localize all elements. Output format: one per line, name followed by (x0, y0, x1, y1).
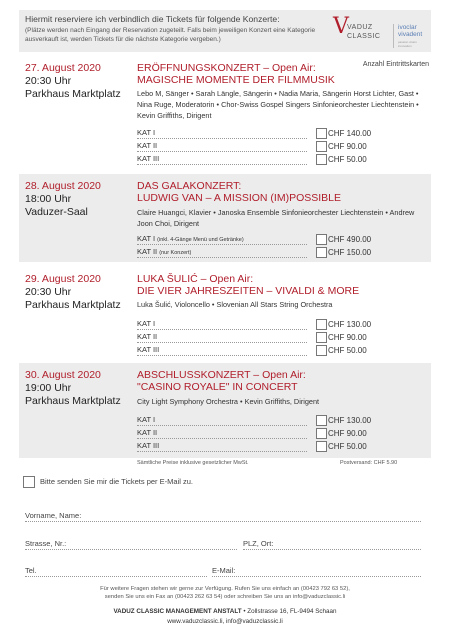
concert-title-1: ABSCHLUSSKONZERT – Open Air: (137, 369, 306, 381)
ticket-count-checkbox[interactable] (316, 319, 327, 330)
category-price: CHF 130.00 (328, 320, 372, 329)
category-label: KAT I (137, 415, 156, 424)
category-row (137, 428, 307, 440)
category-label: KAT III (137, 154, 160, 163)
sponsor-line3: passion vision innovation (398, 40, 417, 48)
contact-info (0, 585, 450, 601)
concert-time: 18:00 Uhr (25, 193, 72, 205)
category-label: KAT III (137, 441, 160, 450)
concert-time: 20:30 Uhr (25, 286, 72, 298)
category-price: CHF 90.00 (328, 429, 367, 438)
concert-title-2: DIE VIER JAHRESZEITEN – VIVALDI & MORE (137, 285, 360, 297)
category-label: KAT II (137, 428, 158, 437)
category-label: KAT II (137, 141, 158, 150)
concert-time: 20:30 Uhr (25, 75, 72, 87)
category-row (137, 332, 307, 344)
category-row (137, 345, 307, 357)
ticket-count-checkbox[interactable] (316, 234, 327, 245)
category-row (137, 441, 307, 453)
ticket-count-checkbox[interactable] (316, 415, 327, 426)
category-price: CHF 140.00 (328, 129, 372, 138)
concert-venue: Vaduzer-Saal (25, 206, 88, 218)
concert-time: 19:00 Uhr (25, 382, 72, 394)
street-label: Strasse, Nr.: (25, 539, 69, 548)
concert-title-2: "CASINO ROYALE" IN CONCERT (137, 381, 298, 393)
intro-text: (Plätze werden nach Eingang der Reservation zugeteilt. Falls beim jeweiligen Konzert eine Kategorie ausverkauft ist, werden Tickets für die nächste Kategorie vergeben.) (25, 27, 316, 43)
category-label: KAT II (137, 247, 158, 256)
category-price: CHF 150.00 (328, 248, 372, 257)
concert-performers: Lebo M, Sänger • Sarah Längle, Sängerin • Nadia Maria, Sängerin Horst Lichter, Gast • Nina Ruge, Moderatorin • Chor-Swiss Gospel Singers Sinfonieorchester Liechtenstein • Kevin Griffiths, Dirigent (137, 89, 419, 120)
concert-date: 29. August 2020 (25, 273, 101, 285)
concert-title-1: LUKA ŠULIĆ – Open Air: (137, 273, 254, 285)
concert-2 (19, 174, 431, 262)
category-label: KAT III (137, 345, 160, 354)
logo-line1: VADUZ (347, 24, 373, 31)
sponsor-line1: ivoclar (398, 24, 417, 31)
email-tickets-label: Bitte senden Sie mir die Tickets per E-Mail zu. (40, 477, 193, 486)
logo-line2: CLASSIC (347, 33, 381, 40)
category-price: CHF 130.00 (328, 416, 372, 425)
email-field[interactable] (212, 566, 421, 578)
concert-1 (19, 60, 431, 172)
concert-title-2: MAGISCHE MOMENTE DER FILMMUSIK (137, 74, 335, 86)
sponsor-line2: vivadent (398, 31, 423, 38)
zip-city-label: PLZ, Ort: (243, 539, 276, 548)
category-price: CHF 50.00 (328, 346, 367, 355)
price-note: Sämtliche Preise inklusive gesetzlicher MwSt. (137, 460, 249, 466)
category-price: CHF 90.00 (328, 333, 367, 342)
category-label: KAT I (137, 128, 156, 137)
concert-venue: Parkhaus Marktplatz (25, 88, 121, 100)
postversand-note: Postversand: CHF 5.90 (340, 460, 398, 466)
intro-box (19, 10, 431, 52)
ticket-count-checkbox[interactable] (316, 345, 327, 356)
ticket-count-checkbox[interactable] (316, 154, 327, 165)
ticket-count-checkbox[interactable] (316, 332, 327, 343)
category-row (137, 234, 307, 246)
ticket-count-checkbox[interactable] (316, 141, 327, 152)
ticket-count-checkbox[interactable] (316, 128, 327, 139)
category-price: CHF 50.00 (328, 155, 367, 164)
concert-performers: City Light Symphony Orchestra • Kevin Griffiths, Dirigent (137, 397, 320, 406)
street-field[interactable] (25, 539, 237, 551)
anzahl-label: Anzahl Eintrittskarten (362, 61, 429, 68)
category-row (137, 247, 307, 259)
category-row (137, 415, 307, 427)
sponsor-logo (393, 24, 428, 48)
ticket-count-checkbox[interactable] (316, 428, 327, 439)
category-row (137, 319, 307, 331)
concert-venue: Parkhaus Marktplatz (25, 299, 121, 311)
category-row (137, 154, 307, 166)
tel-label: Tel. (25, 566, 40, 575)
concert-performers: Claire Huangci, Klavier • Janoska Ensemble Sinfonieorchester Liechtenstein • Andrew Joon Choi, Dirigent (137, 208, 415, 228)
concert-title-1: ERÖFFNUNGSKONZERT – Open Air: (137, 62, 316, 74)
concert-title-1: DAS GALAKONZERT: (137, 180, 242, 192)
concert-4 (19, 363, 431, 458)
category-price: CHF 90.00 (328, 142, 367, 151)
name-field[interactable] (25, 511, 421, 523)
concert-title-2: LUDWIG VAN – A MISSION (IM)POSSIBLE (137, 192, 342, 204)
ticket-count-checkbox[interactable] (316, 247, 327, 258)
category-row (137, 128, 307, 140)
intro-title: Hiermit reserviere ich verbindlich die Tickets für folgende Konzerte: (25, 14, 280, 24)
email-tickets-checkbox[interactable] (23, 476, 35, 488)
category-row (137, 141, 307, 153)
zip-city-field[interactable] (243, 539, 421, 551)
category-price: CHF 490.00 (328, 235, 372, 244)
concert-date: 27. August 2020 (25, 62, 101, 74)
category-label: KAT I (137, 319, 156, 328)
email-label: E-Mail: (212, 566, 238, 575)
concert-3 (19, 268, 431, 360)
name-label: Vorname, Name: (25, 511, 84, 520)
category-label: KAT I (137, 234, 156, 243)
category-note: (nur Konzert) (159, 250, 192, 256)
company-address: • Zollstrasse 16, FL-9494 Schaan (241, 608, 337, 615)
concert-date: 30. August 2020 (25, 369, 101, 381)
company-name: VADUZ CLASSIC MANAGEMENT ANSTALT (113, 608, 242, 615)
v-logo-icon: V (333, 14, 349, 39)
company-info (0, 607, 450, 627)
category-note: (inkl. 4-Gänge Menü und Getränke) (157, 237, 244, 243)
ticket-count-checkbox[interactable] (316, 441, 327, 452)
category-price: CHF 50.00 (328, 442, 367, 451)
concert-date: 28. August 2020 (25, 180, 101, 192)
tel-field[interactable] (25, 566, 207, 578)
vaduz-classic-logo (333, 14, 387, 50)
contact-line-2: senden Sie uns ein Fax an (00423 262 63 54) oder schreiben Sie uns an info@vaduzclassic.li (104, 594, 346, 600)
concert-performers: Luka Šulić, Violoncello • Slovenian All Stars String Orchestra (137, 300, 333, 309)
concert-venue: Parkhaus Marktplatz (25, 395, 121, 407)
category-label: KAT II (137, 332, 158, 341)
company-web: www.vaduzclassic.li, info@vaduzclassic.li (167, 618, 283, 625)
contact-line-1: Für weitere Fragen stehen wir gerne zur Verfügung. Rufen Sie uns einfach an (00423 792 63 52), (100, 586, 350, 592)
